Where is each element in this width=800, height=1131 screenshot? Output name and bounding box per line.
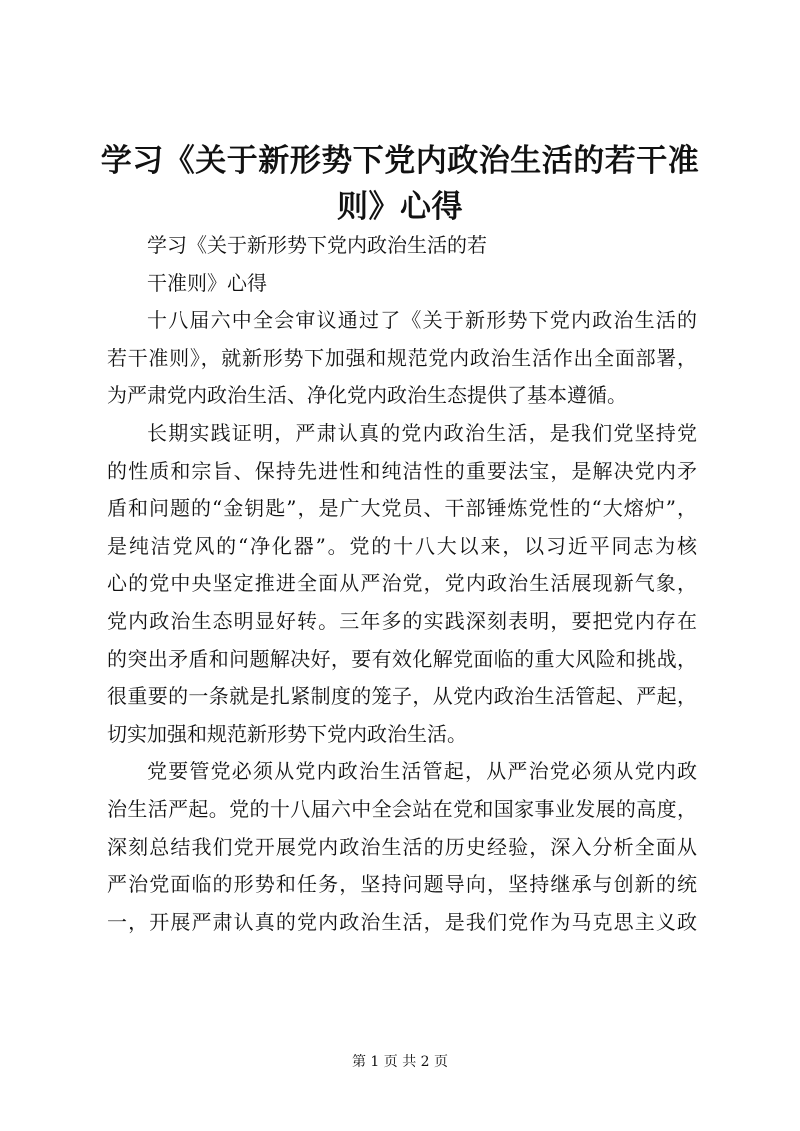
paragraph-line: 盾和问题的“金钥匙”，是广大党员、干部锤炼党性的“大熔炉”，: [107, 496, 697, 521]
title-line: 则》心得: [337, 189, 463, 225]
subtitle-line: 干准则》心得: [147, 270, 267, 295]
paragraph-line: 十八届六中全会审议通过了《关于新形势下党内政治生活的: [147, 308, 697, 333]
paragraph-line: 一，开展严肃认真的党内政治生活，是我们党作为马克思主义政: [107, 909, 697, 934]
paragraph-line: 为严肃党内政治生活、净化党内政治生态提供了基本遵循。: [107, 383, 627, 408]
paragraph-line: 治生活严起。党的十八届六中全会站在党和国家事业发展的高度，: [107, 796, 697, 821]
paragraph-line: 切实加强和规范新形势下党内政治生活。: [107, 721, 467, 746]
paragraph-line: 心的党中央坚定推进全面从严治党，党内政治生活展现新气象，: [107, 571, 697, 596]
title-line: 学习《关于新形势下党内政治生活的若干准: [100, 143, 700, 179]
paragraph-line: 的突出矛盾和问题解决好，要有效化解党面临的重大风险和挑战，: [107, 646, 697, 671]
paragraph-line: 长期实践证明，严肃认真的党内政治生活，是我们党坚持党: [147, 420, 697, 445]
paragraph: [107, 302, 697, 415]
paragraph-line: 很重要的一条就是扎紧制度的笼子，从党内政治生活管起、严起，: [107, 684, 697, 709]
paragraph-line: 若干准则》，就新形势下加强和规范党内政治生活作出全面部署，: [107, 345, 697, 370]
paragraph-line: 党内政治生态明显好转。三年多的实践深刻表明，要把党内存在: [107, 608, 697, 633]
paragraph-line: 的性质和宗旨、保持先进性和纯洁性的重要法宝，是解决党内矛: [107, 458, 697, 483]
paragraph-line: 严治党面临的形势和任务，坚持问题导向，坚持继承与创新的统: [107, 872, 697, 897]
paragraph: [107, 415, 697, 753]
paragraph-line: 深刻总结我们党开展党内政治生活的历史经验，深入分析全面从: [107, 834, 697, 859]
paragraph: [107, 753, 697, 941]
document-body: [107, 227, 697, 941]
paragraph-line: 是纯洁党风的“净化器”。党的十八大以来，以习近平同志为核: [107, 533, 697, 558]
page-footer: 第 1 页 共 2 页: [351, 1054, 449, 1070]
subtitle-line: 学习《关于新形势下党内政治生活的若: [147, 233, 487, 257]
document-title: [100, 138, 700, 230]
paragraph-line: 党要管党必须从党内政治生活管起，从严治党必须从党内政: [147, 759, 697, 784]
